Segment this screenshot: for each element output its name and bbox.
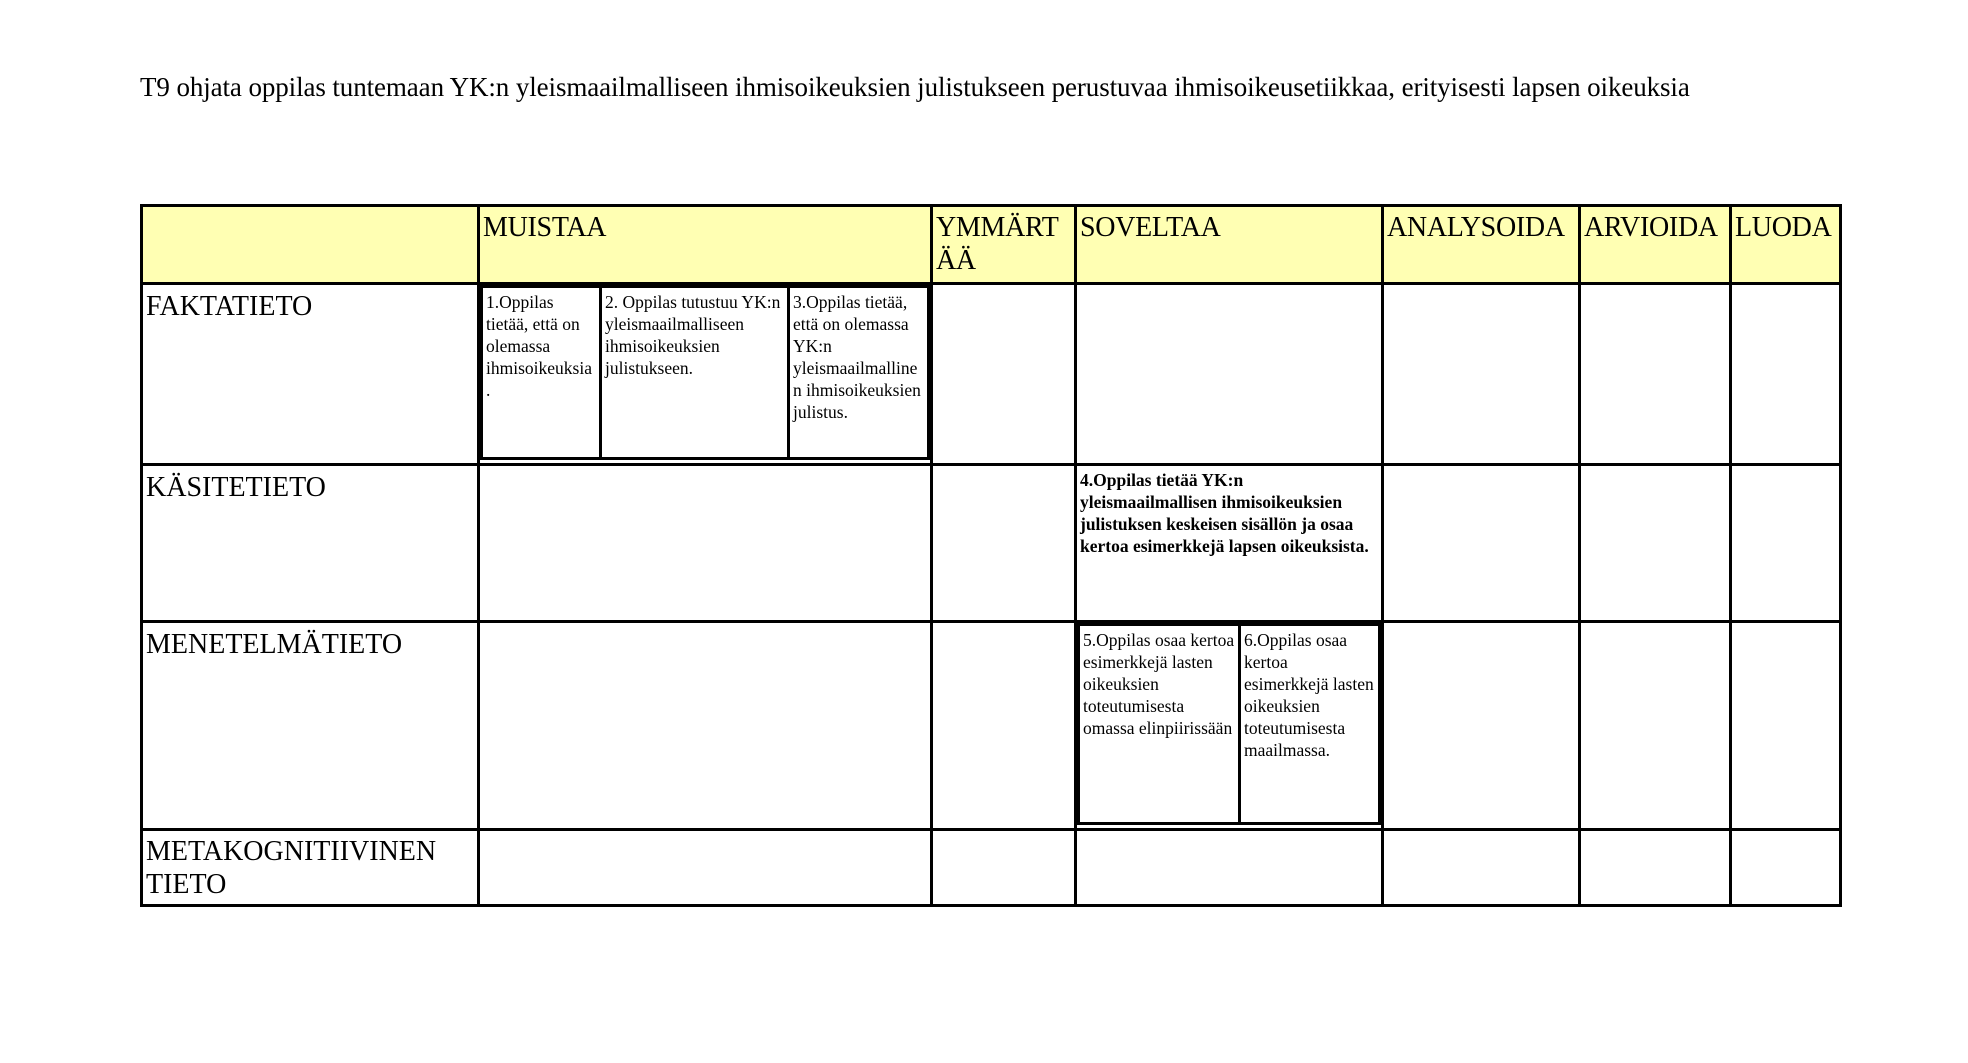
empty-cell bbox=[1580, 830, 1731, 906]
row-kasitetieto bbox=[142, 465, 1841, 622]
empty-cell bbox=[1383, 465, 1580, 622]
empty-cell bbox=[1731, 465, 1841, 622]
empty-cell bbox=[479, 465, 932, 622]
empty-cell bbox=[1580, 284, 1731, 465]
empty-cell bbox=[1731, 830, 1841, 906]
empty-cell bbox=[1383, 622, 1580, 830]
objective-cell bbox=[1079, 625, 1240, 824]
header-analysoida bbox=[1383, 206, 1580, 284]
empty-cell bbox=[932, 465, 1076, 622]
header-luoda bbox=[1731, 206, 1841, 284]
objective-text: 4.Oppilas tietää YK:n yleismaailmallisen ihmisoikeuksien julistuksen keskeisen sisällön ja osaa kertoa esimerkkejä lapsen oikeuksista. bbox=[1080, 470, 1369, 556]
row-label: KÄSITETIETO bbox=[146, 472, 326, 503]
column-label: ANALYSOIDA bbox=[1387, 212, 1565, 243]
empty-cell bbox=[932, 622, 1076, 830]
column-label: YMMÄRT ÄÄ bbox=[936, 212, 1059, 276]
header-arvioida bbox=[1580, 206, 1731, 284]
column-label: ARVIOIDA bbox=[1584, 212, 1718, 243]
objective-cell bbox=[789, 287, 929, 459]
header-muistaa bbox=[479, 206, 932, 284]
header-corner-cell bbox=[142, 206, 479, 284]
header-ymmartaa bbox=[932, 206, 1076, 284]
objective-cell bbox=[601, 287, 789, 459]
empty-cell bbox=[932, 284, 1076, 465]
header-row bbox=[142, 206, 1841, 284]
empty-cell bbox=[1731, 622, 1841, 830]
objective-text: 5.Oppilas osaa kertoa esimerkkejä lasten oikeuksien toteutumisesta omassa elinpiirissään bbox=[1083, 630, 1235, 738]
empty-cell bbox=[1731, 284, 1841, 465]
objective-text: 6.Oppilas osaa kertoa esimerkkejä lasten oikeuksien toteutumisesta maailmassa. bbox=[1244, 630, 1374, 760]
row-metakognitiivinen bbox=[142, 830, 1841, 906]
document-title: T9 ohjata oppilas tuntemaan YK:n yleismaailmalliseen ihmisoikeuksien julistukseen perustuvaa ihmisoikeusetiikkaa, erityisesti lapsen oikeuksia bbox=[140, 72, 1690, 102]
empty-cell bbox=[479, 622, 932, 830]
row-label: FAKTATIETO bbox=[146, 291, 313, 322]
cell-menetelmatieto-soveltaa bbox=[1076, 622, 1383, 830]
row-label-cell bbox=[142, 830, 479, 906]
empty-cell bbox=[1076, 830, 1383, 906]
empty-cell bbox=[1580, 622, 1731, 830]
row-label-cell bbox=[142, 622, 479, 830]
empty-cell bbox=[1383, 284, 1580, 465]
row-menetelmatieto bbox=[142, 622, 1841, 830]
row-label: MENETELMÄTIETO bbox=[146, 629, 403, 660]
objective-text: 1.Oppilas tietää, että on olemassa ihmisoikeuksia. bbox=[486, 292, 592, 400]
row-label-cell bbox=[142, 465, 479, 622]
objective-cell bbox=[1240, 625, 1380, 824]
cell-kasitetieto-soveltaa bbox=[1076, 465, 1383, 622]
taxonomy-table bbox=[140, 204, 1842, 907]
column-label: SOVELTAA bbox=[1080, 212, 1221, 243]
empty-cell bbox=[932, 830, 1076, 906]
empty-cell bbox=[1383, 830, 1580, 906]
column-label: MUISTAA bbox=[483, 212, 607, 243]
objective-text: 2. Oppilas tutustuu YK:n yleismaailmalliseen ihmisoikeuksien julistukseen. bbox=[605, 292, 781, 378]
soveltaa-subgrid bbox=[1077, 623, 1381, 825]
objective-cell bbox=[482, 287, 601, 459]
empty-cell bbox=[1076, 284, 1383, 465]
empty-cell bbox=[479, 830, 932, 906]
column-label: LUODA bbox=[1735, 212, 1832, 243]
muistaa-subgrid bbox=[480, 285, 930, 460]
cell-faktatieto-muistaa bbox=[479, 284, 932, 465]
row-label-cell bbox=[142, 284, 479, 465]
row-label: METAKOGNITIIVINEN TIETO bbox=[146, 836, 437, 900]
header-soveltaa bbox=[1076, 206, 1383, 284]
empty-cell bbox=[1580, 465, 1731, 622]
row-faktatieto bbox=[142, 284, 1841, 465]
objective-text: 3.Oppilas tietää, että on olemassa YK:n yleismaailmallinen ihmisoikeuksien julistus. bbox=[793, 292, 921, 422]
